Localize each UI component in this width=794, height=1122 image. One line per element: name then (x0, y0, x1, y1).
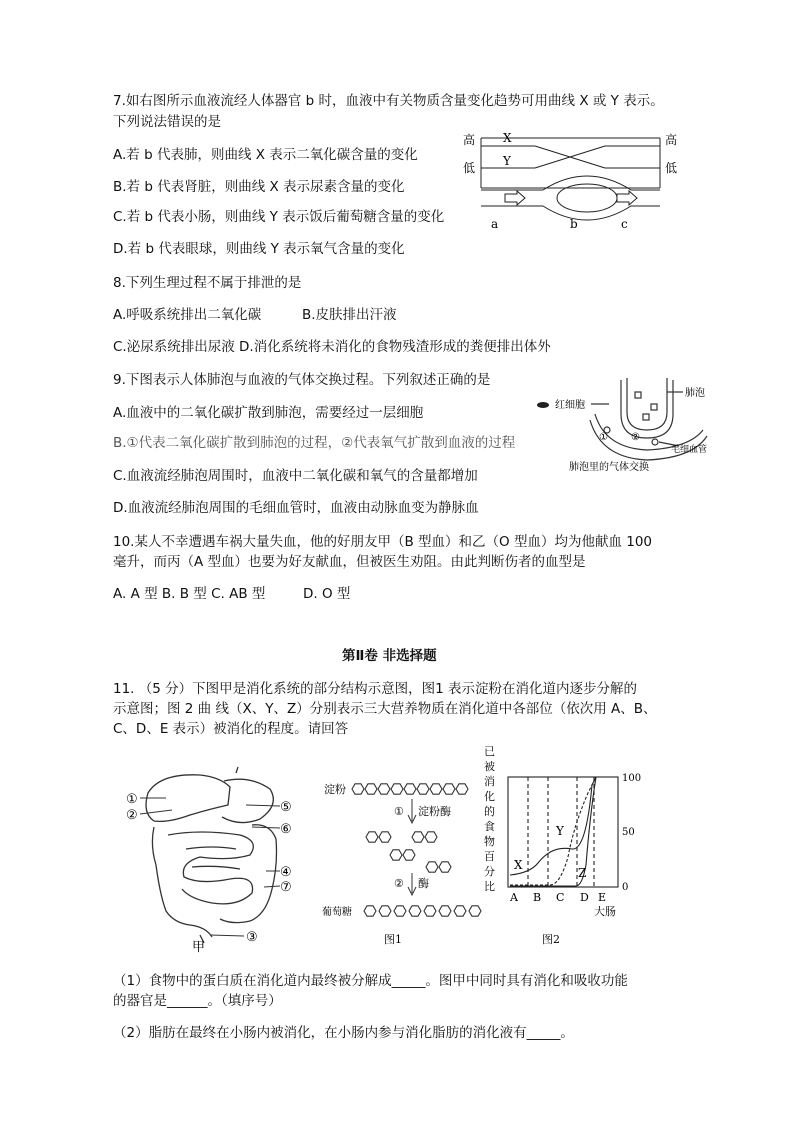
hexagon-unit (391, 784, 403, 794)
hexagon-unit (425, 832, 437, 842)
q11-fig2-region-e: E (598, 891, 607, 904)
q11-stem-line3: C、D、E 表示）被消化的程度。请回答 (113, 721, 349, 737)
hexagon-unit (379, 832, 391, 842)
q7-label-low-right: 低 (665, 161, 678, 175)
q9-option-d: D.血液流经肺泡周围的毛细血管时，血液由动脉血变为静脉血 (113, 500, 479, 516)
hexagon-unit (364, 906, 376, 916)
section-ii-title: 第Ⅱ卷 非选择题 (342, 648, 437, 664)
q11-fig2-y-0: 0 (622, 882, 629, 893)
q7-stem-line2: 下列说法错误的是 (113, 114, 221, 130)
q11-fig-jia-label-6: ⑥ (280, 822, 292, 837)
q11-fig2-curve-z: Z (578, 866, 587, 880)
q7-option-c: C.若 b 代表小肠，则曲线 Y 表示饭后葡萄糖含量的变化 (113, 209, 445, 225)
hexagon-unit (404, 784, 416, 794)
q10-options-abc: A. A 型 B. B 型 C. AB 型 (113, 586, 266, 602)
q11-figure1-starch-digestion (322, 775, 482, 947)
q11-glucose-units (364, 906, 481, 916)
hexagon-unit (439, 906, 451, 916)
q8-option-b: B.皮肤排出汗液 (302, 307, 397, 323)
hexagon-unit (426, 862, 438, 872)
q11-stem-line1: 11. （5 分）下图甲是消化系统的部分结构示意图，图1 表示淀粉在消化道内逐步分解的 (113, 681, 638, 697)
hexagon-unit (352, 784, 364, 794)
q11-fig1-glucose-label: 葡萄糖 (322, 907, 352, 918)
q11-fig-jia-label-2: ② (126, 808, 138, 823)
q9-label-process-1: ① (599, 432, 608, 443)
q11-fig-jia-label-7: ⑦ (280, 880, 292, 895)
q7-curve-x-label: X (503, 131, 512, 145)
hexagon-unit (454, 906, 466, 916)
hexagon-unit (366, 832, 378, 842)
q9-option-b: B.①代表二氧化碳扩散到肺泡的过程，②代表氧气扩散到血液的过程 (113, 435, 516, 451)
q11-fig-jia-label-5: ⑤ (280, 800, 292, 815)
q7-label-high-right: 高 (665, 133, 678, 147)
q11-fig2-region-d: D (580, 891, 589, 904)
q7-option-b: B.若 b 代表肾脏，则曲线 X 表示尿素含量的变化 (113, 179, 405, 195)
q7-label-c: c (621, 217, 628, 231)
q11-fig2-caption: 图2 (542, 933, 560, 946)
q11-sub2: （2）脂肪在最终在小肠内被消化，在小肠内参与消化脂肪的消化液有_____。 (113, 1025, 574, 1041)
q9-alveolus-diagram (535, 370, 715, 478)
q11-fig2-region-b: B (533, 891, 542, 904)
q8-stem: 8.下列生理过程不属于排泄的是 (113, 275, 302, 291)
q11-sub1-line1: （1）食物中的蛋白质在消化道内最终被分解成_____。图甲中同时具有消化和吸收功能 (113, 973, 628, 989)
q10-stem-line1: 10.某人不幸遭遇车祸大量失血，他的好朋友甲（B 型血）和乙（O 型血）均为他献血 100 (113, 534, 652, 550)
q7-label-low-left: 低 (463, 161, 476, 175)
q11-fig1-enzyme-2: 酶 (418, 877, 429, 890)
q7-blood-flow-diagram (455, 128, 695, 238)
q11-figure2-digestion-curves (478, 745, 648, 950)
q10-option-d: D. O 型 (303, 586, 351, 602)
hexagon-unit (409, 906, 421, 916)
q11-stem-line2: 示意图；图 2 曲 线（X、Y、Z）分别表示三大营养物质在消化道中各部位（依次用 A、B、 (113, 701, 657, 717)
q11-maltose-units (366, 832, 451, 872)
q9-label-process-2: ② (631, 432, 640, 443)
hexagon-unit (456, 784, 468, 794)
q11-fig2-ylabel: 已被消化的食物百分比 (484, 745, 495, 893)
q7-curve-y-label: Y (503, 154, 511, 168)
hexagon-unit (412, 832, 424, 842)
q11-fig-jia-caption: 甲 (192, 940, 206, 955)
q11-fig2-large-intestine: 大肠 (594, 905, 616, 918)
hexagon-unit (365, 784, 377, 794)
q7-option-d: D.若 b 代表眼球，则曲线 Y 表示氧气含量的变化 (113, 241, 405, 257)
q11-fig-jia-label-4: ④ (280, 865, 292, 880)
q11-digestive-system-figure (120, 765, 320, 955)
hexagon-unit (394, 906, 406, 916)
q9-label-alveolus: 肺泡 (685, 388, 705, 399)
q11-fig2-y-50: 50 (622, 827, 635, 838)
q8-option-a: A.呼吸系统排出二氧化碳 (113, 307, 262, 323)
q11-fig2-curve-x: X (514, 858, 523, 872)
q11-fig1-starch-label: 淀粉 (324, 783, 346, 796)
q9-stem: 9.下图表示人体肺泡与血液的气体交换过程。下列叙述正确的是 (113, 372, 491, 388)
q9-option-c: C.血液流经肺泡周围时，血液中二氧化碳和氧气的含量都增加 (113, 468, 478, 484)
q11-fig2-curve-y: Y (556, 824, 564, 838)
q11-fig1-step-2: ② (394, 877, 404, 890)
q7-label-a: a (491, 217, 499, 231)
q9-label-capillary: 毛细血管 (671, 445, 708, 455)
q11-fig-jia-label-3: ③ (246, 930, 258, 945)
q11-fig1-caption: 图1 (384, 933, 402, 946)
q8-option-cd: C.泌尿系统排出尿液 D.消化系统将未消化的食物残渣形成的粪便排出体外 (113, 339, 551, 355)
hexagon-unit (379, 906, 391, 916)
hexagon-unit (378, 784, 390, 794)
q9-label-rbc: 红细胞 (555, 400, 585, 411)
q7-stem-line1: 7.如右图所示血液流经人体器官 b 时，血液中有关物质含量变化趋势可用曲线 X 或 Y 表示。 (113, 93, 664, 109)
q11-fig2-region-c: C (556, 891, 565, 904)
q9-figure-caption: 肺泡里的气体交换 (569, 462, 649, 473)
hexagon-unit (439, 862, 451, 872)
hexagon-unit (403, 850, 415, 860)
q11-starch-chain (352, 784, 468, 794)
q11-fig2-region-a: A (510, 891, 518, 904)
q7-label-b: b (570, 217, 578, 231)
hexagon-unit (424, 906, 436, 916)
q11-fig-jia-label-1: ① (126, 792, 138, 807)
q9-option-a: A.血液中的二氧化碳扩散到肺泡，需要经过一层细胞 (113, 405, 424, 421)
q11-sub1-line2: 的器官是______。（填序号） (113, 993, 282, 1009)
hexagon-unit (390, 850, 402, 860)
q7-label-high-left: 高 (463, 133, 476, 147)
q7-option-a: A.若 b 代表肺，则曲线 X 表示二氧化碳含量的变化 (113, 147, 418, 163)
q10-stem-line2: 毫升，而丙（A 型血）也要为好友献血，但被医生劝阻。由此判断伤者的血型是 (113, 554, 586, 570)
hexagon-unit (430, 784, 442, 794)
q11-fig2-y-100: 100 (622, 773, 642, 784)
hexagon-unit (443, 784, 455, 794)
q11-fig1-step-1: ① (394, 805, 404, 818)
q11-fig1-enzyme-1: 淀粉酶 (418, 805, 451, 818)
hexagon-unit (417, 784, 429, 794)
